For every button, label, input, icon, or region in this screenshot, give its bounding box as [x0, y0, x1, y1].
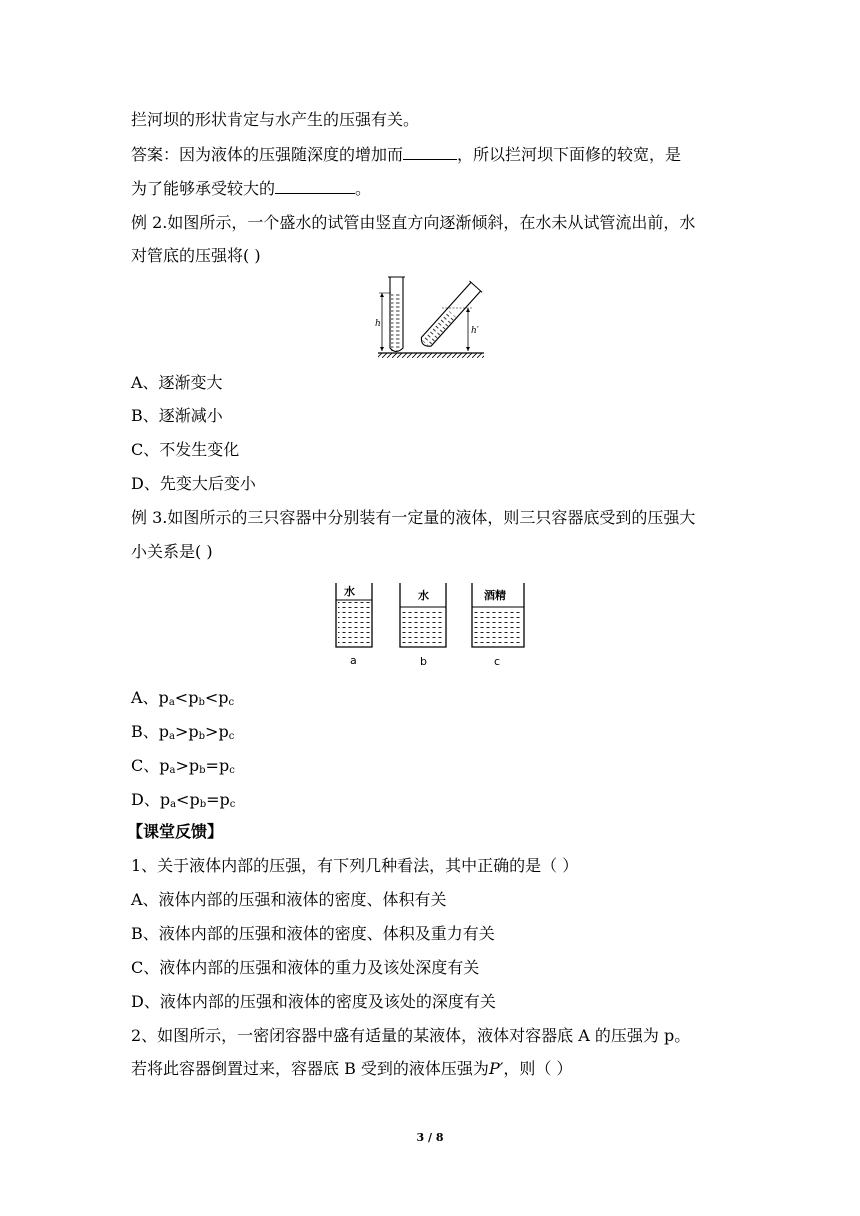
tilted-test-tube: [417, 281, 482, 350]
caption-c: c: [494, 655, 501, 668]
example-3-stem: 例 3.如图所示的三只容器中分别装有一定量的液体，则三只容器底受到的压强大: [131, 508, 696, 527]
question-1-stem: 1、关于液体内部的压强，有下列几种看法，其中正确的是（ ）: [131, 856, 579, 875]
answer-text-cont: ，所以拦河坝下面修的较宽，是: [457, 145, 682, 164]
option-text: <p: [174, 688, 199, 707]
option-d[interactable]: D、先变大后变小: [131, 474, 256, 493]
option-text: C、p: [131, 756, 170, 775]
option-d[interactable]: D、液体内部的压强和液体的密度及该处的深度有关: [131, 992, 496, 1011]
option-a[interactable]: [131, 687, 234, 714]
option-text: =p: [206, 790, 230, 809]
pressure-symbol: P′: [488, 1059, 504, 1078]
option-text: >p: [174, 722, 199, 741]
liquid-label-b: 水: [418, 589, 429, 602]
option-b[interactable]: [131, 721, 234, 748]
caption-a: a: [350, 654, 357, 667]
height-label-h-prime: h′: [471, 326, 479, 336]
subscript: a: [168, 697, 175, 708]
vertical-test-tube: [388, 277, 405, 352]
stem-text: 若将此容器倒置过来，容器底 B 受到的液体压强为: [131, 1059, 489, 1078]
subscript: c: [229, 799, 236, 810]
three-containers-figure: [330, 580, 530, 668]
example-3-stem-cont: 小关系是( ): [131, 542, 213, 561]
option-d[interactable]: [131, 789, 235, 816]
option-a[interactable]: A、逐渐变大: [131, 373, 223, 392]
subscript: a: [169, 765, 176, 776]
option-text: B、p: [131, 722, 170, 741]
liquid-label-c: 酒精: [484, 589, 506, 602]
subscript: b: [198, 731, 206, 742]
answer-line-1: [131, 143, 681, 166]
example-2-stem-cont: 对管底的压强将( ): [131, 246, 261, 265]
option-text: >p: [175, 756, 200, 775]
subscript: a: [169, 731, 175, 742]
text-line: 拦河坝的形状肯定与水产生的压强有关。: [131, 110, 420, 129]
page-number: 3 / 8: [416, 1131, 444, 1144]
answer-line-2: [131, 177, 371, 200]
liquid-label-a: 水: [344, 585, 355, 598]
subscript: b: [199, 799, 207, 810]
subscript: a: [170, 799, 177, 810]
container-c: [472, 583, 524, 668]
answer-text: 为了能够承受较大的: [131, 179, 276, 198]
option-a[interactable]: A、液体内部的压强和液体的密度、体积有关: [131, 890, 447, 909]
question-2-stem-cont: [131, 1058, 572, 1080]
option-c[interactable]: C、不发生变化: [131, 440, 240, 459]
container-b: [400, 583, 446, 668]
container-a: [336, 583, 372, 667]
fill-blank-2[interactable]: [275, 177, 355, 194]
option-c[interactable]: [131, 755, 235, 782]
subscript: c: [228, 697, 235, 708]
option-b[interactable]: B、液体内部的压强和液体的密度、体积及重力有关: [131, 924, 495, 943]
caption-b: b: [420, 655, 427, 668]
option-c[interactable]: C、液体内部的压强和液体的重力及该处深度有关: [131, 958, 480, 977]
option-text: A、p: [131, 688, 169, 707]
subscript: c: [229, 765, 235, 776]
option-text: <p: [204, 688, 229, 707]
subscript: b: [198, 697, 205, 708]
answer-text: 答案：因为液体的压强随深度的增加而: [131, 145, 404, 164]
option-b[interactable]: B、逐渐减小: [131, 406, 223, 425]
example-2-stem: 例 2.如图所示，一个盛水的试管由竖直方向逐渐倾斜，在水未从试管流出前，水: [131, 213, 696, 232]
subscript: b: [199, 765, 206, 776]
option-text: =p: [205, 756, 230, 775]
option-text: <p: [176, 790, 200, 809]
fill-blank-1[interactable]: [403, 143, 457, 160]
answer-text-end: 。: [355, 179, 372, 198]
height-label-h: h: [375, 319, 381, 329]
test-tube-figure: [372, 273, 488, 362]
stem-text-end: ，则（ ）: [503, 1059, 573, 1078]
option-text: >p: [205, 722, 229, 741]
subscript: c: [228, 731, 235, 742]
section-title: 【课堂反馈】: [127, 822, 224, 841]
question-2-stem: 2、如图所示，一密闭容器中盛有适量的某液体，液体对容器底 A 的压强为 p。: [131, 1026, 691, 1045]
option-text: D、p: [131, 790, 171, 809]
